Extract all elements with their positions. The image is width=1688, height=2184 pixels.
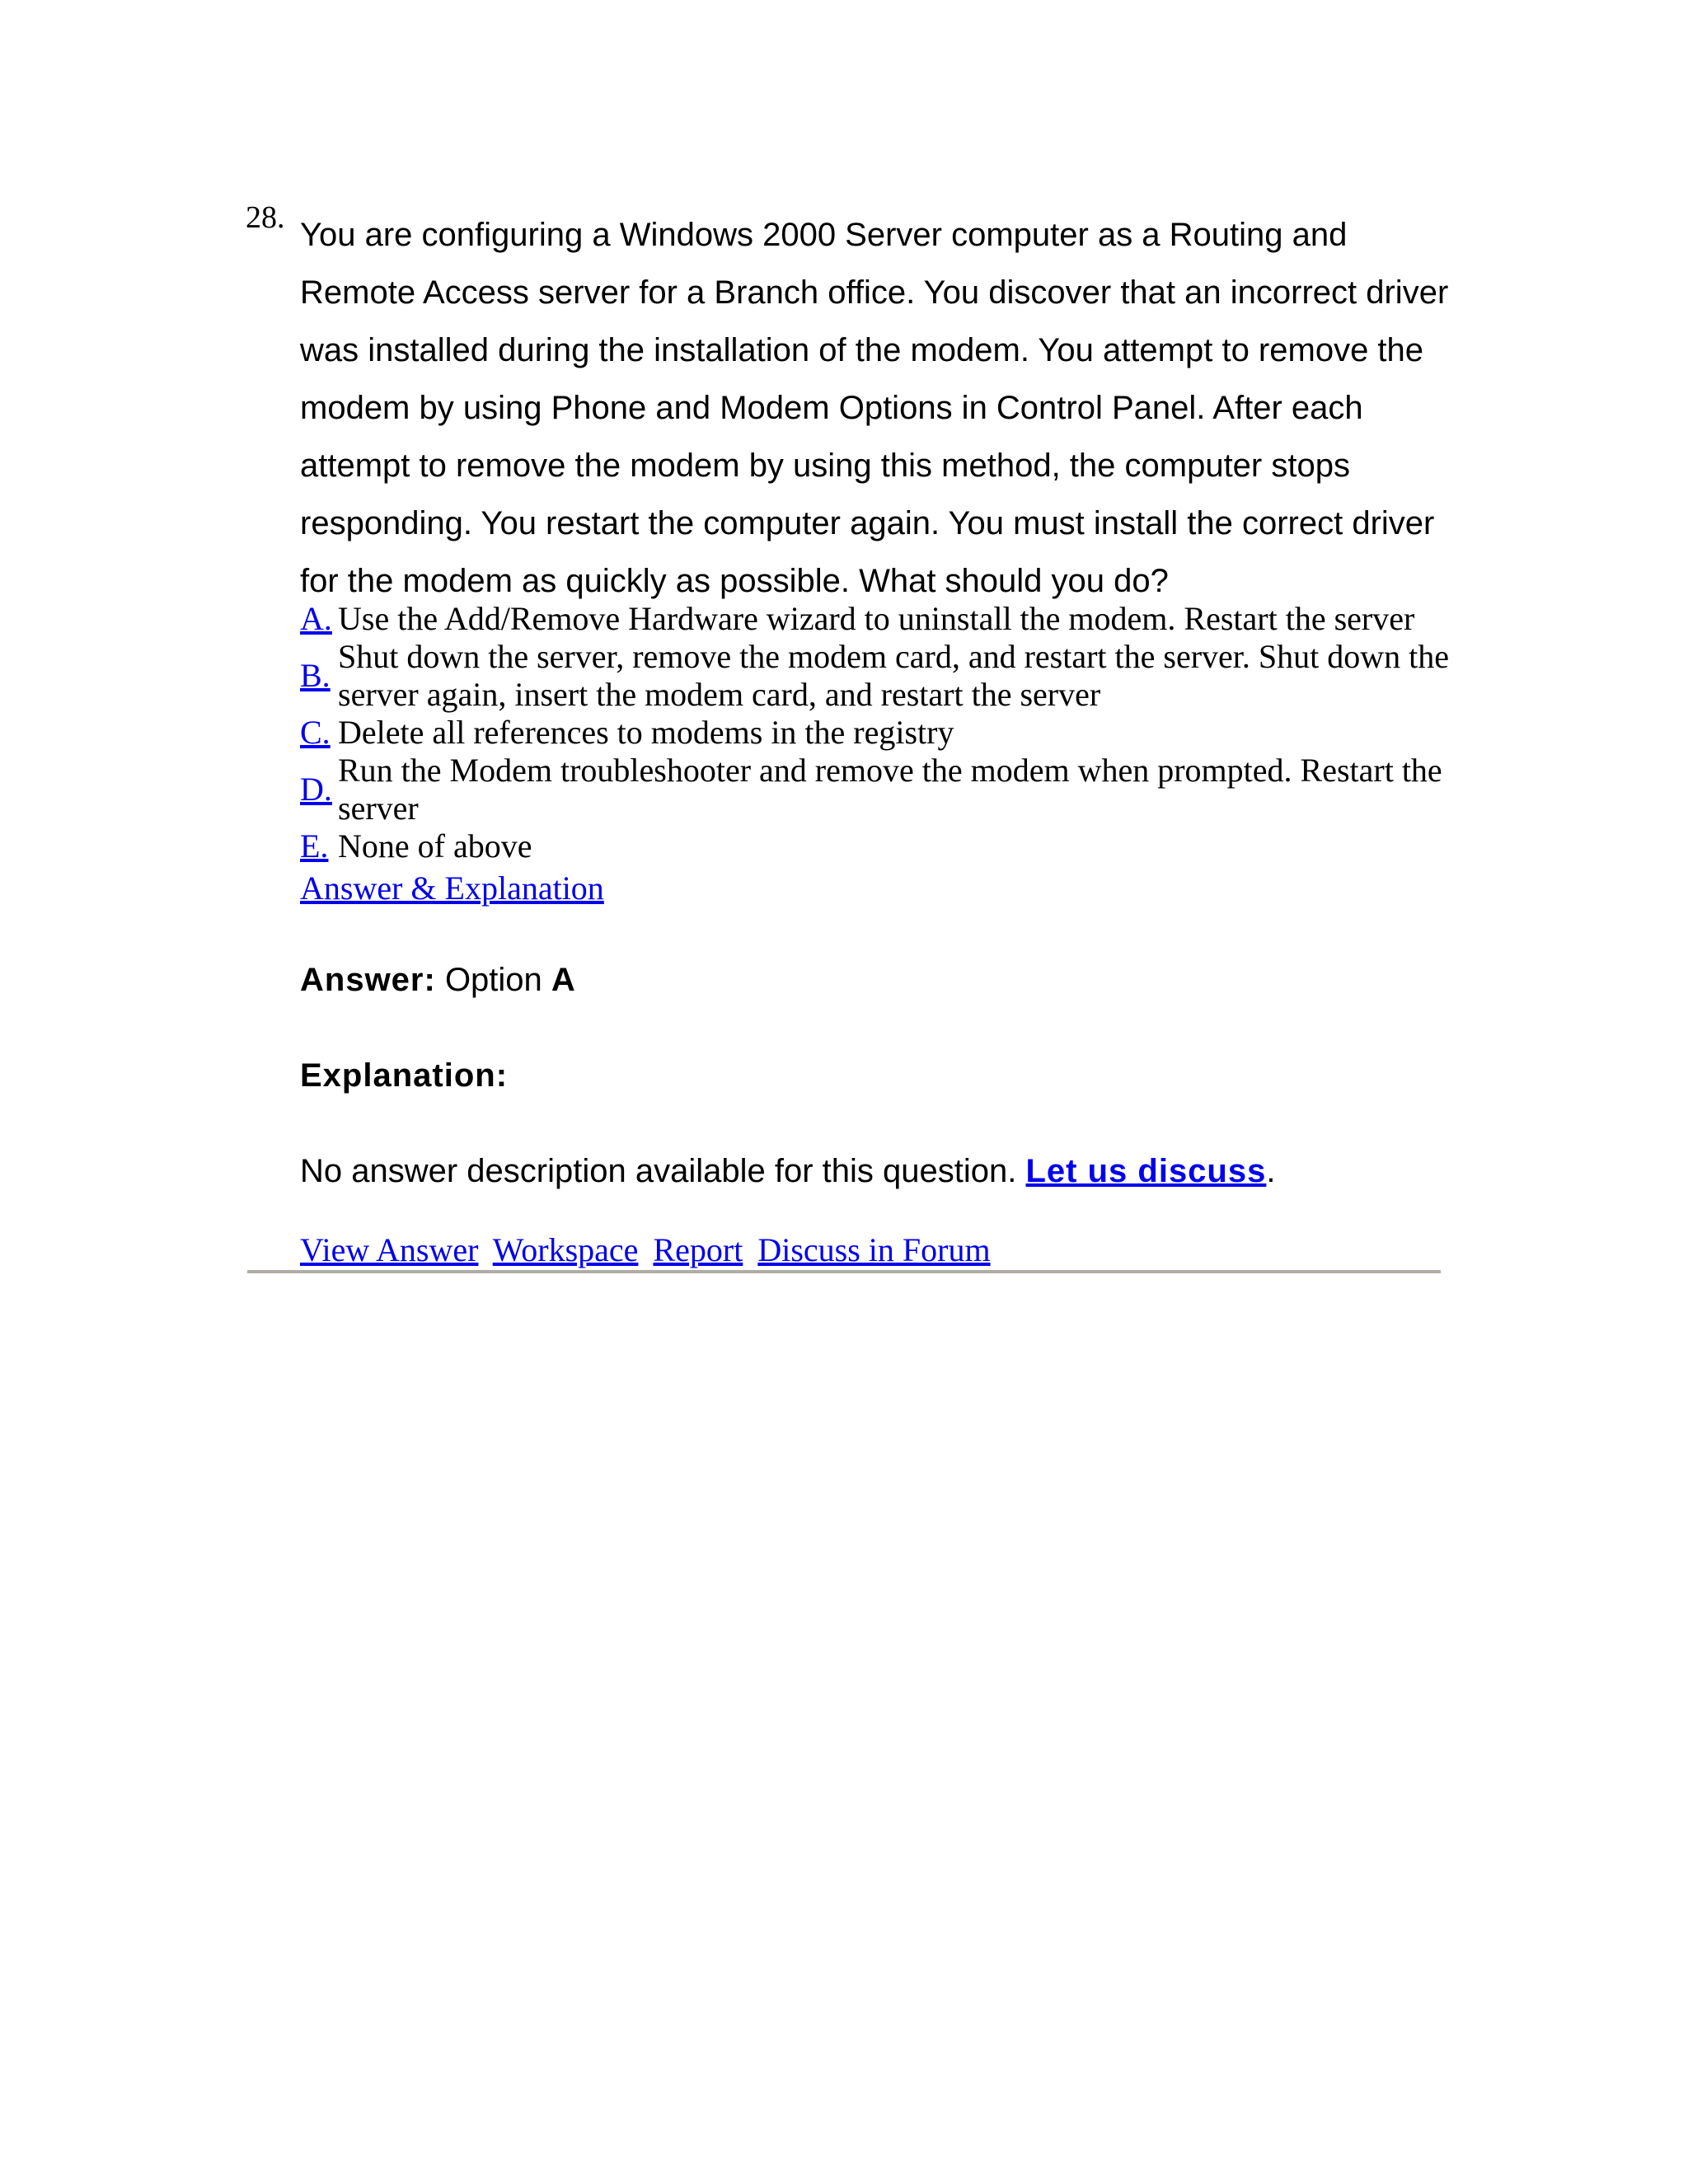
- footer-links: [300, 1230, 997, 1271]
- option-e: [300, 827, 1454, 865]
- divider: [247, 1270, 1441, 1273]
- answer-explanation-link[interactable]: Answer & Explanation: [300, 869, 604, 907]
- options-list: [300, 600, 1454, 865]
- option-b-text: Shut down the server, remove the modem card, and restart the server. Shut down the server again, insert the modem card, and restart the server: [338, 638, 1450, 713]
- answer-prefix: Option: [444, 962, 542, 998]
- option-d-text: Run the Modem troubleshooter and remove the modem when prompted. Restart the server: [338, 752, 1442, 827]
- option-a: [300, 600, 1454, 638]
- option-b-link[interactable]: B.: [300, 657, 331, 694]
- option-d: [300, 752, 1454, 827]
- answer-label: Answer:: [300, 962, 436, 998]
- option-a-text: Use the Add/Remove Hardware wizard to uninstall the modem. Restart the server: [338, 600, 1415, 637]
- explanation-heading: Explanation:: [300, 1057, 509, 1094]
- option-e-text: None of above: [338, 827, 532, 865]
- report-link[interactable]: Report: [653, 1231, 743, 1268]
- let-us-discuss-link[interactable]: Let us discuss: [1025, 1153, 1267, 1189]
- option-c-text: Delete all references to modems in the registry: [338, 714, 954, 751]
- option-c-link[interactable]: C.: [300, 714, 331, 751]
- explanation-body: No answer description available for this question.: [300, 1153, 1017, 1189]
- workspace-link[interactable]: Workspace: [492, 1231, 639, 1268]
- answer-line: [300, 959, 575, 1001]
- option-e-link[interactable]: E.: [300, 827, 329, 865]
- explanation-text: [300, 1151, 1275, 1192]
- question-number: 28.: [246, 200, 285, 235]
- option-a-link[interactable]: A.: [300, 600, 332, 637]
- discuss-in-forum-link[interactable]: Discuss in Forum: [757, 1231, 991, 1268]
- question-text: You are configuring a Windows 2000 Server computer as a Routing and Remote Access server for a Branch office. You discover that an incorrect driver was installed during the installation of the modem. You attempt to remove the modem by using Phone and Modem Options in Control Panel. After each attempt to remove the modem by using this method, the computer stops responding. You restart the computer again. You must install the correct driver for the modem as quickly as possible. What should you do?: [300, 217, 1449, 599]
- explanation-end-punct: .: [1266, 1153, 1276, 1189]
- option-b: [300, 638, 1454, 714]
- option-c: [300, 714, 1454, 752]
- answer-letter: A: [551, 962, 575, 998]
- option-d-link[interactable]: D.: [300, 771, 332, 808]
- view-answer-link[interactable]: View Answer: [300, 1231, 479, 1268]
